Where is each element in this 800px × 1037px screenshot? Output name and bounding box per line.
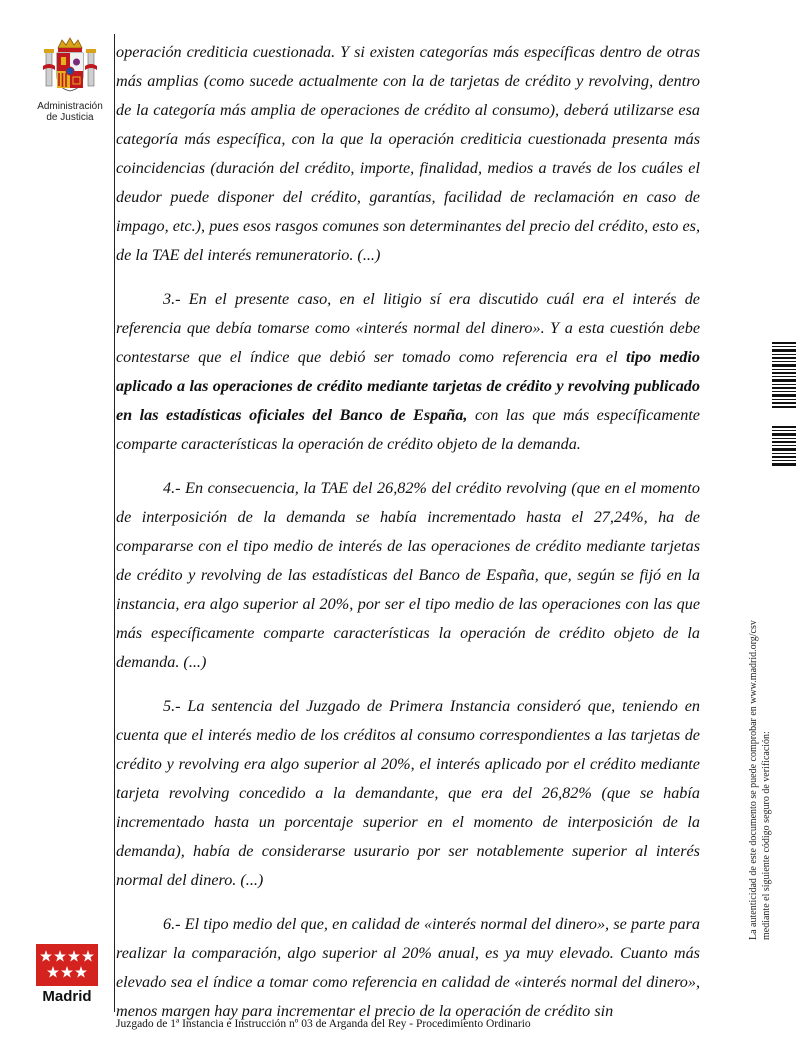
left-margin-rule [114,34,115,1012]
logo-caption [30,101,110,123]
madrid-flag [36,944,98,986]
barcode-icon [772,426,796,466]
paragraph-continuation [116,38,700,270]
document-body [116,38,700,1026]
paragraph-text: 6.- El tipo medio del que, en calidad de «interés normal del dinero», se parte para realizar la comparación, algo superior al 20% anual, es ya muy elevado. Cuanto más elevado sea el índice a tomar como referencia en calidad de «interés normal del dinero», menos margen hay para incrementar el precio de la operación de crédito sin [116,915,700,1020]
paragraph-6 [116,910,700,1026]
paragraph-3 [116,285,700,459]
madrid-logo-caption: Madrid [42,988,92,1005]
verification-line-2: mediante el siguiente código seguro de verificación: [761,731,772,940]
paragraph-text: con las que más específicamente comparte características la operación de crédito objeto de la demanda. [116,406,700,453]
stars-icon [36,944,98,986]
paragraph-text: operación crediticia cuestionada. Y si existen categorías más específicas dentro de otras más amplias (como sucede actualmente con la de tarjetas de crédito y revolving, dentro de la categoría más amplia de operaciones de crédito al consumo), deberá utilizarse esa categoría más específica, con la que la operación crediticia cuestionada presenta más coincidencias (duración del crédito, importe, finalidad, medios a través de los cuáles el deudor puede disponer del crédito, garantías, facilidad de reclamación en caso de impago, etc.), pues esos rasgos comunes son determinantes del precio del crédito, esto es, de la TAE del interés remuneratorio. (...) [116,43,700,264]
verification-side-text [747,480,773,940]
page-footer: Juzgado de 1ª Instancia e Instrucción nº 03 de Arganda del Rey - Procedimiento Ordinario [116,1018,531,1030]
logo-caption-line-2: de Justicia [46,112,94,123]
logo-caption-line-1: Administración [37,101,103,112]
paragraph-text: 3.- En el presente caso, en el litigio sí era discutido cuál era el interés de referencia que debía tomarse como «interés normal del dinero». Y a esta cuestión debe contestarse que el índice que debió ser tomado como referencia era el [116,290,700,366]
paragraph-bold-text: tipo medio aplicado a las operaciones de crédito mediante tarjetas de crédito y revolving publicado en las estadísticas oficiales del Banco de España, [116,348,700,424]
verification-line-1: La autenticidad de este documento se puede comprobar en www.madrid.org/csv [748,620,759,940]
paragraph-5 [116,692,700,895]
paragraph-text: 5.- La sentencia del Juzgado de Primera Instancia consideró que, teniendo en cuenta que el interés medio de los créditos al consumo correspondientes a las tarjetas de crédito y revolving era algo superior al 20%, el interés aplicado por el crédito mediante tarjeta revolving concedido a la demandante, que era del 26,82% (que se había incrementado hasta un porcentaje superior en el momento de interposición de la demanda), había de considerarse usurario por ser notablemente superior al interés normal del dinero. (...) [116,697,700,889]
paragraph-text: 4.- En consecuencia, la TAE del 26,82% del crédito revolving (que en el momento de interposición de la demanda se había incrementado hasta el 27,24%, ha de compararse con el tipo medio de interés de las operaciones de crédito mediante tarjetas de crédito y revolving de las estadísticas del Banco de España, que, según se fijó en la instancia, era algo superior al 20%, por ser el tipo medio de las operaciones con las que más específicamente comparte características la operación de crédito objeto de la demanda. (...) [116,479,700,671]
paragraph-4 [116,474,700,677]
barcode-icon [772,342,796,408]
comunidad-madrid-logo [36,944,98,1005]
administracion-justicia-logo [30,36,110,123]
coat-of-arms-icon [40,36,100,94]
